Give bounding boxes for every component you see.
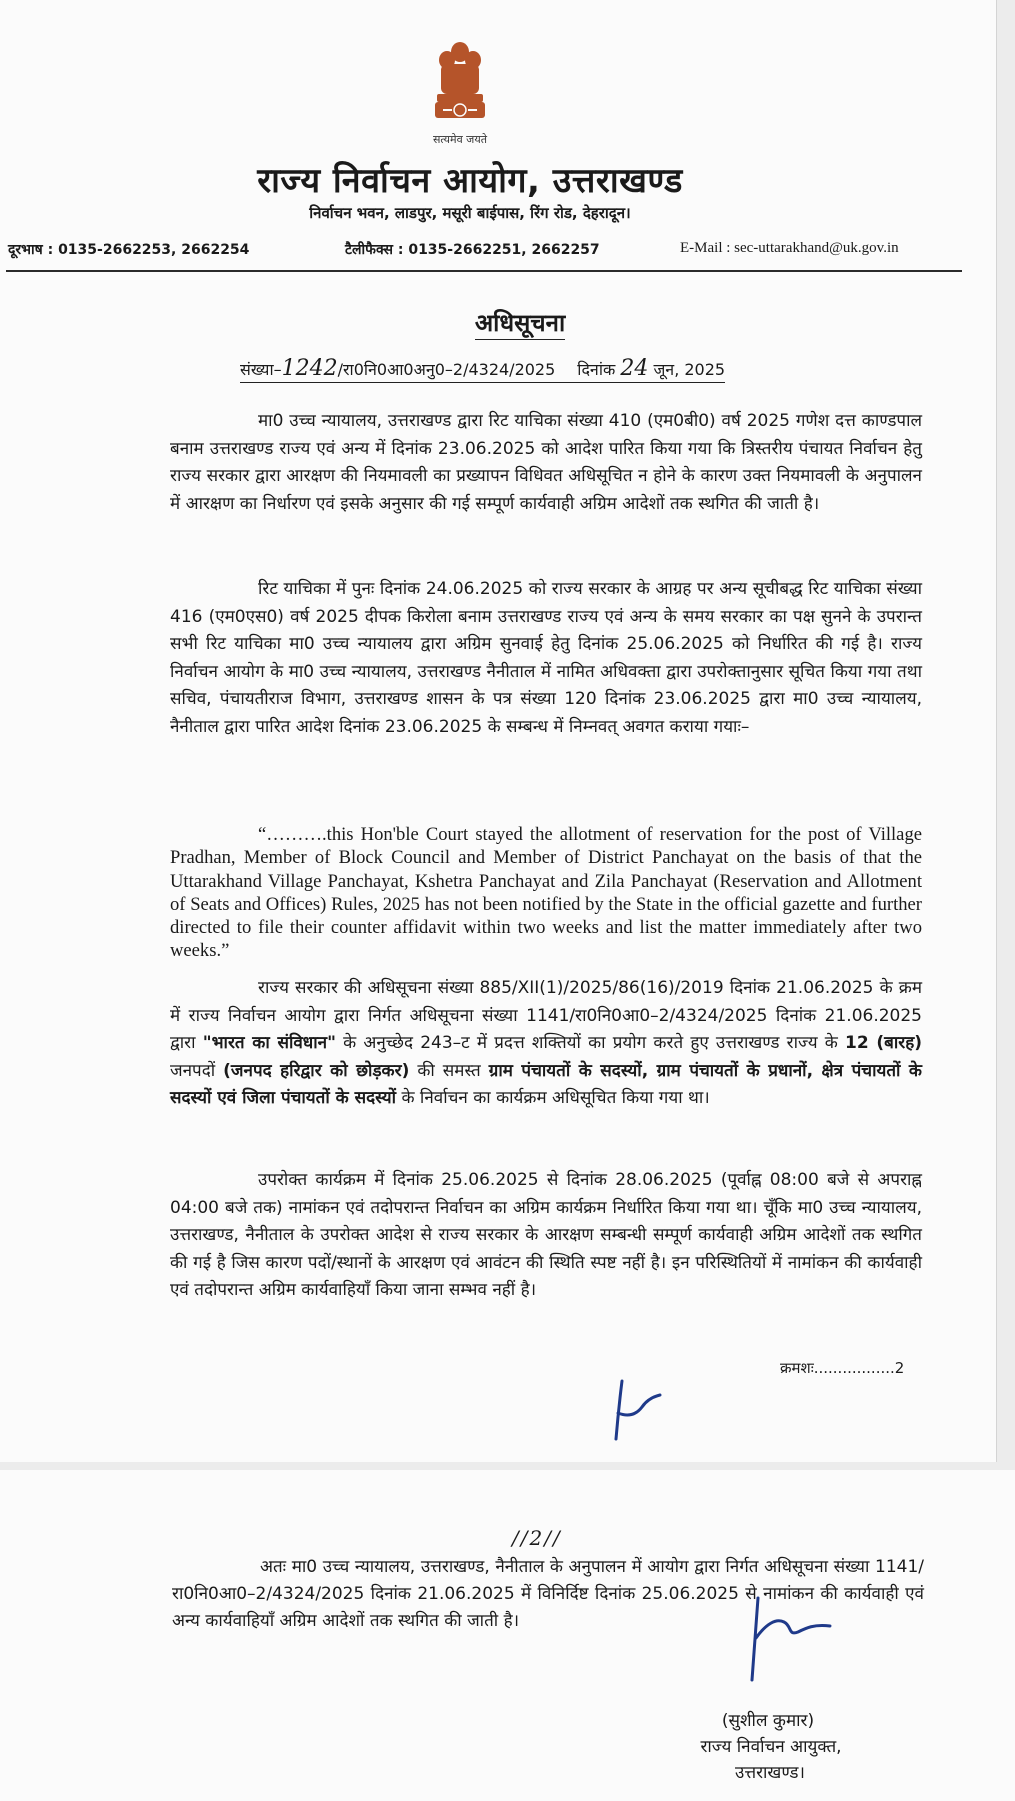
date-prefix: दिनांक [577, 360, 616, 379]
ref-number: 1242 [281, 356, 338, 381]
page-two [0, 1470, 1015, 1801]
court-order-quote: “……….this Hon'ble Court stayed the allotment of reservation for the post of Village Pradhan, Member of Block Council and Member of District Panchayat on the basis of that the Uttarakhand Village Panchayat, Kshetra Panchayat and Zila Panchayat (Reservation and Allotment of Seats and Offices) Rules, 2025 has not been notified by the State in the official gazette and further directed to file their counter affidavit within two weeks and list the matter immediately after two weeks.” [170, 824, 922, 962]
paragraph-1: मा0 उच्च न्यायालय, उत्तराखण्ड द्वारा रिट याचिका संख्या 410 (एम0बी0) वर्ष 2025 गणेश दत्त काण्डपाल बनाम उत्तराखण्ड राज्य एवं अन्य में दिनांक 23.06.2025 को आदेश पारित किया गया कि त्रिस्तरीय पंचायत निर्वाचन हेतु राज्य सरकार द्वारा आरक्षण की नियमावली का प्रख्यापन विधिवत अधिसूचित न होने के कारण उक्त नियमावली के अनुपालन में आरक्षण का निर्धारण एवं इसके अनुसार की गई सम्पूर्ण कार्यवाही अग्रिम आदेशों तक स्थगित की जाती है। [170, 411, 922, 514]
email-address: E-Mail : sec-uttarakhand@uk.gov.in [680, 240, 899, 256]
date-day: 24 [620, 356, 649, 381]
continued-marker: क्रमशः.................2 [780, 1359, 905, 1377]
date-rest: जून, 2025 [653, 360, 726, 379]
page2-paragraph: अतः मा0 उच्च न्यायालय, उत्तराखण्ड, नैनीताल के अनुपालन में आयोग द्वारा निर्गत अधिसूचना संख्या 1141/रा0नि0आ0–2/4324/2025 दिनांक 21.06.2025 में विनिर्दिष्ट दिनांक 25.06.2025 से नामांकन की कार्यवाही एवं अन्य कार्यवाहियाँ अग्रिम आदेशों तक स्थगित की जाती है। [172, 1557, 924, 1631]
paragraph-3: राज्य सरकार की अधिसूचना संख्या 885/XII(1)/2025/86(16)/2019 दिनांक 21.06.2025 के क्रम में राज्य निर्वाचन आयोग द्वारा निर्गत अधिसूचना संख्या 1141/रा0नि0आ0–2/4324/2025 दिनांक 21.06.2025 द्वारा "भारत का संविधान" के अनुच्छेद 243–ट में प्रदत्त शक्तियों का प्रयोग करते हुए उत्तराखण्ड राज्य के 12 (बारह) जनपदों (जनपद हरिद्वार को छोड़कर) की समस्त ग्राम पंचायतों के सदस्यों, ग्राम पंचायतों के प्रधानों, क्षेत्र पंचायतों के सदस्यों एवं जिला पंचायतों के सदस्यों के निर्वाचन का कार्यक्रम अधिसूचित किया गया था। [170, 978, 922, 1108]
ref-suffix: /रा0नि0आ0अनु0–2/4324/2025 [337, 360, 556, 379]
ashoka-emblem-icon [431, 40, 489, 132]
notification-title: अधिसूचना [430, 306, 610, 339]
commissioner-signature-icon [744, 1594, 834, 1684]
paragraph-2: रिट याचिका में पुनः दिनांक 24.06.2025 को राज्य सरकार के आग्रह पर अन्य सूचीबद्ध रिट याचिका संख्या 416 (एम0एस0) वर्ष 2025 दीपक किरोला बनाम उत्तराखण्ड राज्य एवं अन्य के समय सरकार का पक्ष सुनने के उपरान्त सभी रिट याचिका मा0 उच्च न्यायालय द्वारा अग्रिम सुनवाई हेतु दिनांक 25.06.2025 को निर्धारित की गई है। राज्य निर्वाचन आयोग के मा0 उच्च न्यायालय, उत्तराखण्ड नैनीताल में नामित अधिवक्ता द्वारा उपरोक्तानुसार सूचित किया गया तथा सचिव, पंचायतीराज विभाग, उत्तराखण्ड शासन के पत्र संख्या 120 दिनांक 23.06.2025 द्वारा मा0 उच्च न्यायालय, नैनीताल द्वारा पारित आदेश दिनांक 23.06.2025 के सम्बन्ध में निम्नवत् अवगत कराया गयाः– [170, 579, 922, 737]
signatory-designation: राज्य निर्वाचन आयुक्त, [700, 1737, 842, 1757]
ref-prefix: संख्या– [240, 360, 282, 379]
org-address: निर्वाचन भवन, लाडपुर, मसूरी बाईपास, रिंग रोड, देहरादून। [309, 204, 631, 222]
signatory-state: उत्तराखण्ड। [735, 1763, 805, 1783]
signatory-name: (सुशील कुमार) [721, 1711, 815, 1731]
initials-signature-icon [612, 1375, 664, 1445]
page-number: //2// [512, 1526, 562, 1550]
header-divider [6, 270, 962, 272]
emblem-motto: सत्यमेव जयते [432, 133, 487, 146]
paragraph-4: उपरोक्त कार्यक्रम में दिनांक 25.06.2025 से दिनांक 28.06.2025 (पूर्वाह्न 08:00 बजे से अपराह्न 04:00 बजे तक) नामांकन एवं तदोपरान्त निर्वाचन का अग्रिम कार्यक्रम निर्धारित किया गया था। चूँकि मा0 उच्च न्यायालय, उत्तराखण्ड, नैनीताल के उपरोक्त आदेश से राज्य सरकार के आरक्षण सम्बन्धी सम्पूर्ण कार्यवाही अग्रिम आदेशों तक स्थगित की गई है जिस कारण पदों/स्थानों के आरक्षण एवं आवंटन की स्थिति स्पष्ट नहीं है। इन परिस्थितियों में नामांकन की कार्यवाही एवं तदोपरान्त अग्रिम कार्यवाहियॉं किया जाना सम्भव नहीं है। [170, 1170, 922, 1300]
phone-numbers: दूरभाष : 0135-2662253, 2662254 [8, 242, 250, 258]
reference-line [240, 356, 725, 383]
fax-numbers: टैलीफैक्स : 0135-2662251, 2662257 [345, 242, 600, 258]
org-title: राज्य निर्वाचन आयोग, उत्तराखण्ड [257, 161, 683, 201]
